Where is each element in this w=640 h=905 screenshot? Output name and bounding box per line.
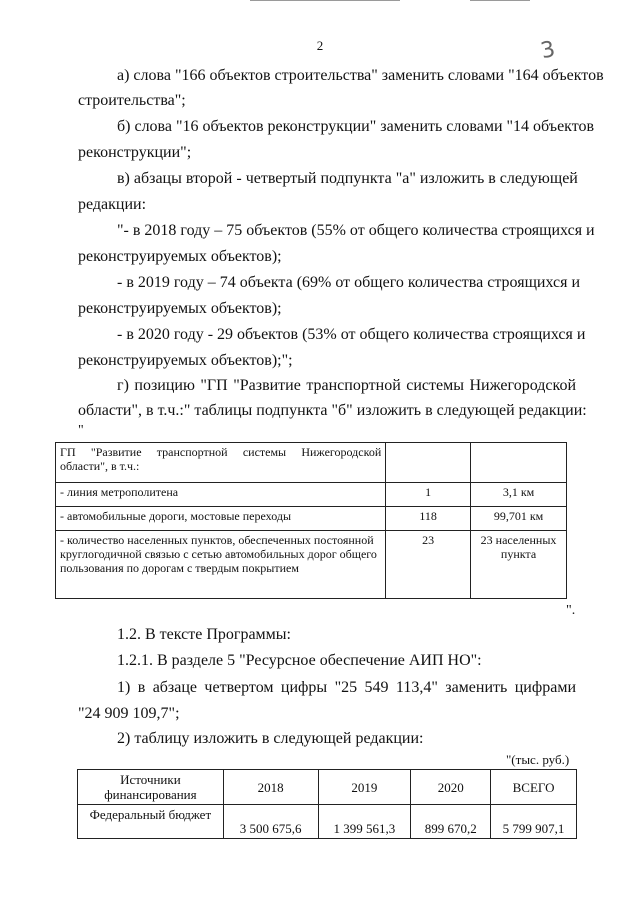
scan-artifact [470,0,530,1]
table-cell-qty: 1 [386,483,471,507]
table-cell: 1 399 561,3 [318,805,411,839]
table-header-cell: 2019 [318,770,411,805]
scan-artifact [250,0,400,1]
list-2018-line1: "- в 2018 году – 75 объектов (55% от общего количества строящихся и [117,222,595,239]
item-1-line1: 1) в абзаце четвертом цифры "25 549 113,4" заменить цифрами [117,679,576,696]
table-row [78,805,577,839]
item-1-line2: "24 909 109,7"; [78,705,180,722]
table-header-cell: Источники финансирования [78,770,224,805]
table-cell: 899 670,2 [411,805,491,839]
table-cell-qty: 118 [386,507,471,531]
quote-open: " [78,423,84,438]
table-cell-qty: 23 [386,531,471,599]
table-cell: 5 799 907,1 [491,805,577,839]
list-2020-line1: - в 2020 году - 29 объектов (53% от общего количества строящихся и [117,326,586,343]
list-2018-line2: реконструируемых объектов); [78,248,282,265]
table-row [56,507,567,531]
page-number: 2 [316,38,324,53]
item-2: 2) таблицу изложить в следующей редакции: [117,730,424,747]
table-cell-value: 23 населенных пункта [471,531,567,599]
list-2020-line2: реконструируемых объектов);"; [78,352,293,369]
table-row [56,443,567,483]
funding-table [77,769,577,839]
list-2019-line2: реконструируемых объектов); [78,300,282,317]
paragraph-b-line2: реконструкции"; [78,144,192,161]
list-2019-line1: - в 2019 году – 74 объекта (69% от общего количества строящихся и [117,274,581,291]
table-cell-value: 3,1 км [471,483,567,507]
paragraph-a-line2: строительства"; [78,92,186,109]
unit-label: "(тыс. руб.) [506,752,570,767]
table-header-cell: 2020 [411,770,491,805]
paragraph-g-line1: г) позицию "ГП "Развитие транспортной системы Нижегородской [117,377,576,394]
table-header-row [78,770,577,805]
table-row [56,483,567,507]
handwritten-page-mark: 3 [538,36,558,65]
paragraph-v-line2: редакции: [78,196,147,213]
paragraph-b-line1: б) слова "16 объектов реконструкции" заменить словами "14 объектов [117,118,595,135]
table-cell: 3 500 675,6 [223,805,318,839]
table-header-cell: ВСЕГО [491,770,577,805]
program-objects-table [55,442,567,599]
paragraph-g-line2: области", в т.ч.:" таблицы подпункта "б" изложить в следующей редакции: [78,402,587,419]
subsection-heading: 1.2.1. В разделе 5 "Ресурсное обеспечение АИП НО": [117,652,482,669]
table-cell-value [471,443,567,483]
table-header-cell: 2018 [223,770,318,805]
table-cell-qty [386,443,471,483]
table-cell: Федеральный бюджет [78,805,224,839]
table-cell-value: 99,701 км [471,507,567,531]
paragraph-v-line1: в) абзацы второй - четвертый подпункта "а" изложить в следующей [117,170,578,187]
table-cell-name: - линия метрополитена [56,483,386,507]
table-row [56,531,567,599]
paragraph-a-line1: а) слова "166 объектов строительства" заменить словами "164 объектов [117,67,604,84]
table-cell-name: ГП "Развитие транспортной системы Нижегородской области", в т.ч.: [56,443,386,483]
table-cell-name: - количество населенных пунктов, обеспеченных постоянной круглогодичной связью с сетью автомобильных дорог общего пользования по дорогам с твердым покрытием [56,531,386,599]
table-cell-name: - автомобильные дороги, мостовые переходы [56,507,386,531]
section-heading: 1.2. В тексте Программы: [117,626,291,643]
quote-close: ". [566,603,576,618]
